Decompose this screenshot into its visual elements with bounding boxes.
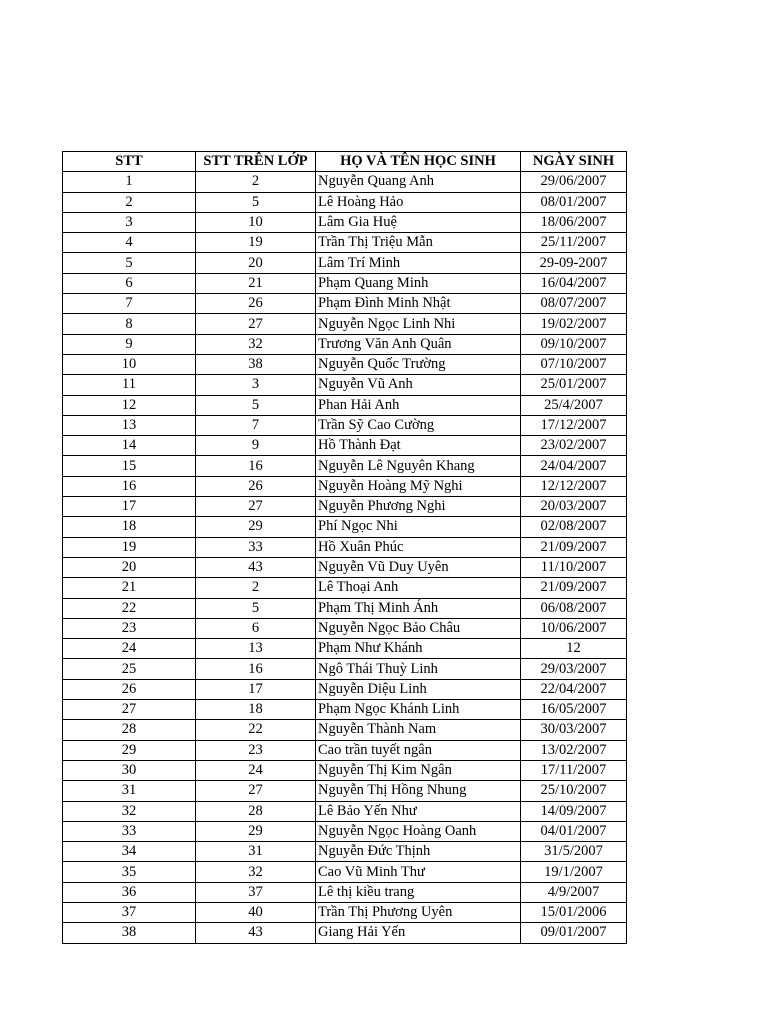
cell-class-number: 33 <box>196 537 316 557</box>
cell-class-number: 10 <box>196 212 316 232</box>
cell-birth-date: 31/5/2007 <box>521 842 627 862</box>
table-row <box>63 537 627 557</box>
cell-birth-date: 07/10/2007 <box>521 354 627 374</box>
table-row <box>63 476 627 496</box>
table-row <box>63 700 627 720</box>
cell-class-number: 43 <box>196 923 316 943</box>
cell-student-name: Phạm Ngọc Khánh Linh <box>316 700 521 720</box>
header-row <box>63 152 627 172</box>
cell-birth-date: 12/12/2007 <box>521 476 627 496</box>
cell-class-number: 40 <box>196 902 316 922</box>
cell-birth-date: 13/02/2007 <box>521 740 627 760</box>
cell-stt: 29 <box>63 740 196 760</box>
cell-student-name: Trần Sỹ Cao Cường <box>316 415 521 435</box>
student-roster-table <box>62 151 627 944</box>
cell-stt: 10 <box>63 354 196 374</box>
cell-class-number: 2 <box>196 172 316 192</box>
cell-stt: 15 <box>63 456 196 476</box>
cell-class-number: 28 <box>196 801 316 821</box>
cell-student-name: Trần Thị Phương Uyên <box>316 902 521 922</box>
cell-stt: 38 <box>63 923 196 943</box>
cell-class-number: 24 <box>196 760 316 780</box>
cell-stt: 25 <box>63 659 196 679</box>
cell-birth-date: 23/02/2007 <box>521 436 627 456</box>
cell-student-name: Lê Bảo Yến Như <box>316 801 521 821</box>
cell-stt: 20 <box>63 557 196 577</box>
table-row <box>63 659 627 679</box>
cell-stt: 32 <box>63 801 196 821</box>
cell-class-number: 29 <box>196 821 316 841</box>
cell-birth-date: 19/02/2007 <box>521 314 627 334</box>
table-body <box>63 172 627 943</box>
cell-stt: 37 <box>63 902 196 922</box>
cell-student-name: Trần Thị Triệu Mẫn <box>316 233 521 253</box>
cell-student-name: Hồ Xuân Phúc <box>316 537 521 557</box>
cell-student-name: Lê Thoại Anh <box>316 578 521 598</box>
cell-student-name: Ngô Thái Thuỳ Linh <box>316 659 521 679</box>
cell-stt: 16 <box>63 476 196 496</box>
cell-student-name: Phạm Như Khánh <box>316 639 521 659</box>
cell-stt: 4 <box>63 233 196 253</box>
cell-birth-date: 20/03/2007 <box>521 497 627 517</box>
cell-class-number: 27 <box>196 497 316 517</box>
cell-class-number: 43 <box>196 557 316 577</box>
cell-class-number: 26 <box>196 476 316 496</box>
table-row <box>63 375 627 395</box>
table-row <box>63 760 627 780</box>
table-row <box>63 598 627 618</box>
cell-birth-date: 18/06/2007 <box>521 212 627 232</box>
cell-class-number: 7 <box>196 415 316 435</box>
cell-stt: 31 <box>63 781 196 801</box>
cell-class-number: 13 <box>196 639 316 659</box>
cell-student-name: Phạm Thị Minh Ánh <box>316 598 521 618</box>
cell-birth-date: 09/10/2007 <box>521 334 627 354</box>
table-row <box>63 456 627 476</box>
cell-class-number: 18 <box>196 700 316 720</box>
cell-class-number: 37 <box>196 882 316 902</box>
cell-birth-date: 4/9/2007 <box>521 882 627 902</box>
header-student-name: HỌ VÀ TÊN HỌC SINH <box>316 152 521 172</box>
cell-class-number: 9 <box>196 436 316 456</box>
cell-birth-date: 29/06/2007 <box>521 172 627 192</box>
cell-birth-date: 29/03/2007 <box>521 659 627 679</box>
cell-class-number: 17 <box>196 679 316 699</box>
cell-stt: 3 <box>63 212 196 232</box>
cell-class-number: 23 <box>196 740 316 760</box>
table-row <box>63 923 627 943</box>
cell-class-number: 5 <box>196 192 316 212</box>
table-row <box>63 639 627 659</box>
cell-student-name: Cao trần tuyết ngân <box>316 740 521 760</box>
cell-birth-date: 14/09/2007 <box>521 801 627 821</box>
cell-student-name: Nguyễn Ngọc Linh Nhi <box>316 314 521 334</box>
cell-birth-date: 15/01/2006 <box>521 902 627 922</box>
cell-class-number: 2 <box>196 578 316 598</box>
cell-class-number: 19 <box>196 233 316 253</box>
cell-stt: 27 <box>63 700 196 720</box>
cell-stt: 22 <box>63 598 196 618</box>
table-row <box>63 314 627 334</box>
cell-stt: 33 <box>63 821 196 841</box>
cell-class-number: 27 <box>196 781 316 801</box>
cell-stt: 13 <box>63 415 196 435</box>
cell-student-name: Nguyễn Ngọc Bảo Châu <box>316 618 521 638</box>
table-row <box>63 821 627 841</box>
cell-student-name: Trương Văn Anh Quân <box>316 334 521 354</box>
cell-stt: 8 <box>63 314 196 334</box>
cell-stt: 26 <box>63 679 196 699</box>
cell-class-number: 26 <box>196 294 316 314</box>
cell-stt: 12 <box>63 395 196 415</box>
cell-student-name: Nguyễn Phương Nghi <box>316 497 521 517</box>
table-row <box>63 578 627 598</box>
cell-birth-date: 17/12/2007 <box>521 415 627 435</box>
table-row <box>63 781 627 801</box>
cell-student-name: Nguyễn Quang Anh <box>316 172 521 192</box>
cell-birth-date: 21/09/2007 <box>521 578 627 598</box>
cell-stt: 1 <box>63 172 196 192</box>
cell-class-number: 38 <box>196 354 316 374</box>
table-row <box>63 882 627 902</box>
cell-birth-date: 17/11/2007 <box>521 760 627 780</box>
table-row <box>63 172 627 192</box>
cell-stt: 35 <box>63 862 196 882</box>
cell-student-name: Phí Ngọc Nhi <box>316 517 521 537</box>
cell-birth-date: 16/05/2007 <box>521 700 627 720</box>
cell-stt: 7 <box>63 294 196 314</box>
cell-birth-date: 09/01/2007 <box>521 923 627 943</box>
cell-class-number: 3 <box>196 375 316 395</box>
cell-stt: 23 <box>63 618 196 638</box>
cell-class-number: 21 <box>196 273 316 293</box>
table-row <box>63 334 627 354</box>
cell-student-name: Cao Vũ Minh Thư <box>316 862 521 882</box>
cell-student-name: Nguyễn Quốc Trường <box>316 354 521 374</box>
table-row <box>63 415 627 435</box>
cell-student-name: Phan Hải Anh <box>316 395 521 415</box>
cell-birth-date: 12 <box>521 639 627 659</box>
cell-birth-date: 06/08/2007 <box>521 598 627 618</box>
cell-stt: 5 <box>63 253 196 273</box>
cell-birth-date: 11/10/2007 <box>521 557 627 577</box>
cell-class-number: 5 <box>196 395 316 415</box>
table-row <box>63 436 627 456</box>
cell-student-name: Giang Hải Yến <box>316 923 521 943</box>
table-row <box>63 679 627 699</box>
cell-student-name: Hồ Thành Đạt <box>316 436 521 456</box>
cell-stt: 28 <box>63 720 196 740</box>
cell-stt: 21 <box>63 578 196 598</box>
cell-birth-date: 21/09/2007 <box>521 537 627 557</box>
cell-class-number: 32 <box>196 334 316 354</box>
table-row <box>63 618 627 638</box>
cell-birth-date: 25/10/2007 <box>521 781 627 801</box>
cell-student-name: Nguyễn Thành Nam <box>316 720 521 740</box>
cell-birth-date: 30/03/2007 <box>521 720 627 740</box>
cell-student-name: Lâm Gia Huệ <box>316 212 521 232</box>
table-row <box>63 740 627 760</box>
cell-birth-date: 02/08/2007 <box>521 517 627 537</box>
header-birth-date: NGÀY SINH <box>521 152 627 172</box>
cell-stt: 19 <box>63 537 196 557</box>
cell-class-number: 5 <box>196 598 316 618</box>
header-class-number: STT TRÊN LỚP <box>196 152 316 172</box>
table-row <box>63 842 627 862</box>
cell-student-name: Nguyễn Đức Thịnh <box>316 842 521 862</box>
cell-stt: 6 <box>63 273 196 293</box>
cell-birth-date: 08/07/2007 <box>521 294 627 314</box>
cell-birth-date: 22/04/2007 <box>521 679 627 699</box>
table-row <box>63 497 627 517</box>
cell-student-name: Nguyễn Ngọc Hoàng Oanh <box>316 821 521 841</box>
cell-student-name: Lê Hoàng Hảo <box>316 192 521 212</box>
cell-student-name: Nguyễn Hoàng Mỹ Nghi <box>316 476 521 496</box>
cell-stt: 24 <box>63 639 196 659</box>
table-row <box>63 801 627 821</box>
table-row <box>63 354 627 374</box>
cell-birth-date: 25/4/2007 <box>521 395 627 415</box>
cell-birth-date: 29-09-2007 <box>521 253 627 273</box>
cell-birth-date: 19/1/2007 <box>521 862 627 882</box>
cell-student-name: Nguyễn Thị Kim Ngân <box>316 760 521 780</box>
cell-student-name: Phạm Quang Minh <box>316 273 521 293</box>
cell-student-name: Phạm Đình Minh Nhật <box>316 294 521 314</box>
cell-class-number: 20 <box>196 253 316 273</box>
cell-stt: 34 <box>63 842 196 862</box>
table-row <box>63 395 627 415</box>
table-row <box>63 862 627 882</box>
table-row <box>63 233 627 253</box>
cell-student-name: Nguyễn Thị Hồng Nhung <box>316 781 521 801</box>
header-stt: STT <box>63 152 196 172</box>
table-row <box>63 902 627 922</box>
cell-stt: 9 <box>63 334 196 354</box>
cell-stt: 17 <box>63 497 196 517</box>
cell-stt: 2 <box>63 192 196 212</box>
table-row <box>63 212 627 232</box>
cell-class-number: 16 <box>196 659 316 679</box>
cell-stt: 14 <box>63 436 196 456</box>
cell-birth-date: 04/01/2007 <box>521 821 627 841</box>
table-row <box>63 273 627 293</box>
table-row <box>63 557 627 577</box>
cell-stt: 36 <box>63 882 196 902</box>
cell-student-name: Nguyễn Diệu Linh <box>316 679 521 699</box>
cell-birth-date: 25/11/2007 <box>521 233 627 253</box>
cell-stt: 11 <box>63 375 196 395</box>
cell-student-name: Lê thị kiều trang <box>316 882 521 902</box>
cell-class-number: 29 <box>196 517 316 537</box>
cell-student-name: Nguyễn Vũ Anh <box>316 375 521 395</box>
cell-stt: 30 <box>63 760 196 780</box>
cell-birth-date: 08/01/2007 <box>521 192 627 212</box>
table-row <box>63 517 627 537</box>
table-row <box>63 192 627 212</box>
cell-birth-date: 10/06/2007 <box>521 618 627 638</box>
cell-birth-date: 24/04/2007 <box>521 456 627 476</box>
cell-student-name: Nguyễn Lê Nguyên Khang <box>316 456 521 476</box>
table-row <box>63 720 627 740</box>
cell-class-number: 22 <box>196 720 316 740</box>
cell-stt: 18 <box>63 517 196 537</box>
cell-student-name: Lâm Trí Minh <box>316 253 521 273</box>
cell-class-number: 16 <box>196 456 316 476</box>
cell-class-number: 6 <box>196 618 316 638</box>
table-row <box>63 294 627 314</box>
cell-class-number: 31 <box>196 842 316 862</box>
cell-class-number: 32 <box>196 862 316 882</box>
cell-birth-date: 16/04/2007 <box>521 273 627 293</box>
table-row <box>63 253 627 273</box>
table-header <box>63 152 627 172</box>
cell-birth-date: 25/01/2007 <box>521 375 627 395</box>
cell-class-number: 27 <box>196 314 316 334</box>
cell-student-name: Nguyễn Vũ Duy Uyên <box>316 557 521 577</box>
